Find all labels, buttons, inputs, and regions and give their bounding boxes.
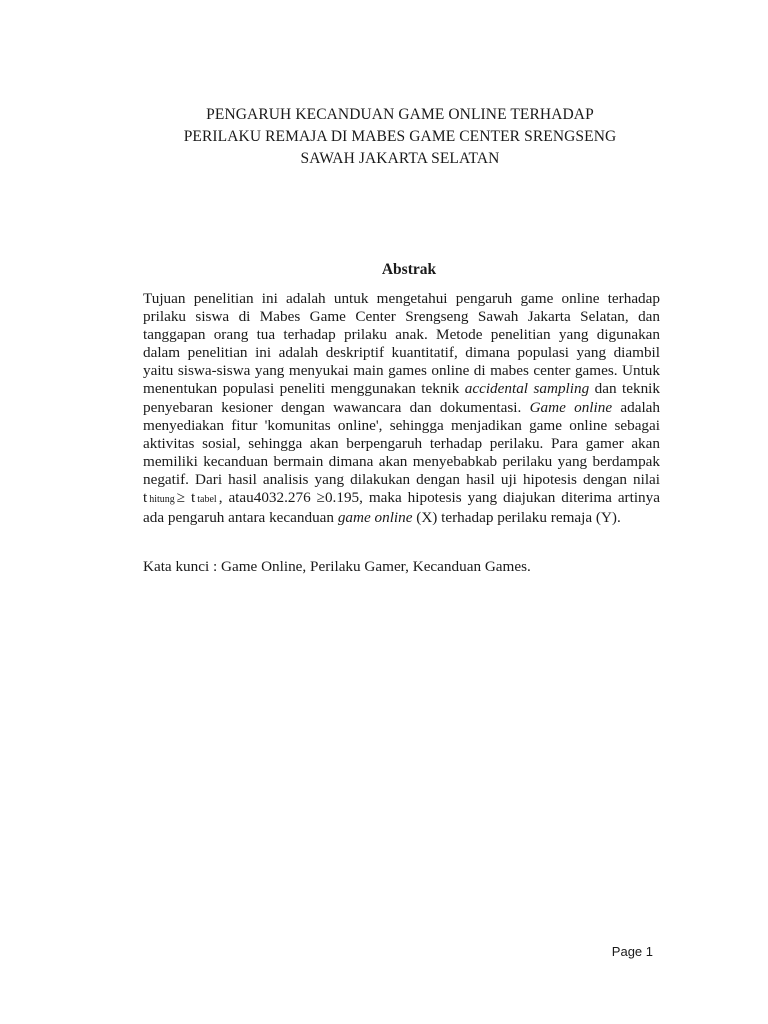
- abstract-italic-game-online-2: game online: [337, 509, 413, 527]
- abstract-text-3: adalah menyediakan fitur 'komunitas online', sehingga menjadikan game online sebagai aktivitas sosial, sehingga akan berpengaruh terhadap perilaku. Para gamer akan memiliki kecanduan bermain dimana akan menyebabkab perilaku yang berdampak negatif. Dari hasil analisis yang dilakukan dengan hasil uji hipotesis dengan nilai t: [143, 398, 660, 507]
- title-line-2: PERILAKU REMAJA DI MABES GAME CENTER SRENGSENG: [183, 128, 617, 145]
- subscript-hitung: hitung: [149, 494, 175, 506]
- keywords: Kata kunci : Game Online, Perilaku Gamer, Kecanduan Games.: [143, 558, 531, 575]
- paper-title: [100, 104, 700, 170]
- subscript-tabel: tabel: [197, 494, 217, 506]
- abstract-paragraph: [143, 290, 660, 527]
- abstract-text-4: ≥ t: [176, 489, 196, 507]
- title-line-1: PENGARUH KECANDUAN GAME ONLINE TERHADAP: [206, 106, 594, 123]
- abstract-italic-accidental-sampling: accidental sampling: [464, 380, 590, 398]
- abstract-heading: Abstrak: [381, 261, 437, 278]
- abstract-italic-game-online: Game online: [529, 398, 613, 416]
- page-number: Page 1: [611, 944, 653, 959]
- title-line-3: SAWAH JAKARTA SELATAN: [300, 150, 500, 167]
- abstract-text-6: (X) terhadap perilaku remaja (Y).: [412, 509, 621, 527]
- abstract-text-2: dan teknik penyebaran kesioner dengan wawancara dan dokumentasi.: [143, 380, 660, 416]
- abstract-text-5: , atau4032.276 ≥0.195, maka hipotesis yang diajukan diterima artinya ada pengaruh antara kecanduan: [143, 489, 660, 527]
- abstract-text-1: Tujuan penelitian ini adalah untuk mengetahui pengaruh game online terhadap prilaku siswa di Mabes Game Center Srengseng Sawah Jakarta Selatan, dan tanggapan orang tua terhadap prilaku anak. Metode penelitian yang digunakan dalam penelitian ini adalah deskriptif kuantitatif, dimana populasi yang diambil yaitu siswa-siswa yang menyukai main games online di mabes center games. Untuk menentukan populasi peneliti menggunakan teknik: [143, 290, 660, 398]
